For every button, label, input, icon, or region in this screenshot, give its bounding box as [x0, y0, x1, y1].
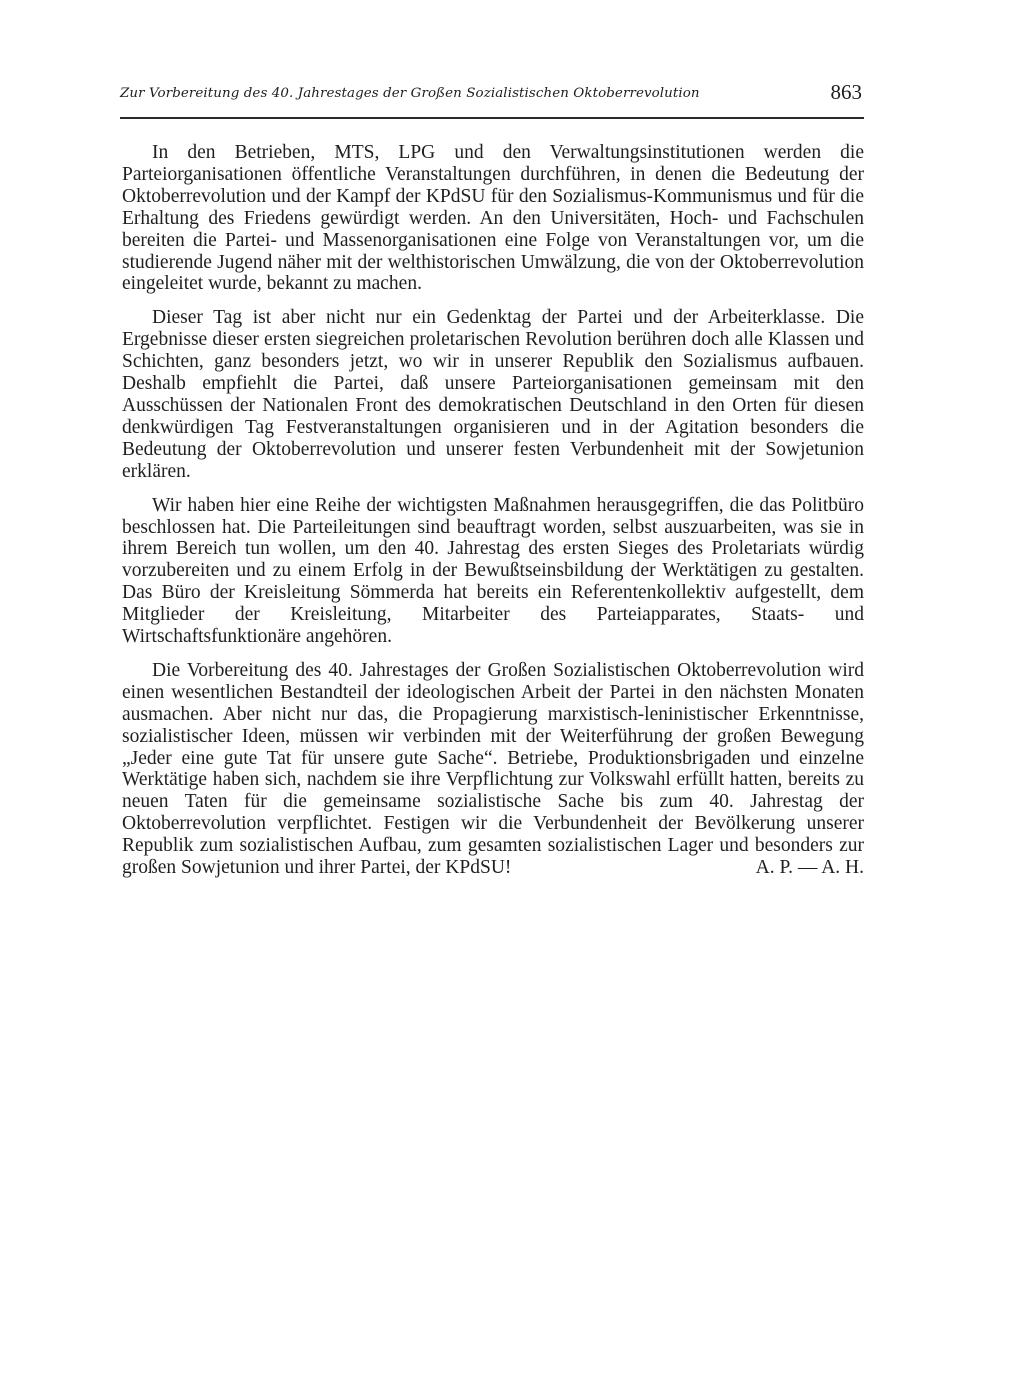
header-divider [120, 117, 864, 119]
author-signature: A. P. — A. H. [755, 857, 864, 879]
paragraph-1: In den Betrieben, MTS, LPG und den Verwaltungsinstitutionen werden die Parteiorganisationen öffentliche Veranstaltungen durchführen, in denen die Bedeutung der Oktoberrevolution und der Kampf der KPdSU für den Sozialismus-Kommunismus und für die Erhaltung des Friedens gewürdigt werden. An den Universitäten, Hoch- und Fachschulen bereiten die Partei- und Massenorganisationen eine Folge von Veranstaltungen vor, um die studierende Jugend näher mit der welthistorischen Umwälzung, die von der Oktoberrevolution eingeleitet wurde, bekannt zu machen. [122, 142, 864, 295]
paragraph-4 [122, 660, 864, 879]
paragraph-3: Wir haben hier eine Reihe der wichtigsten Maßnahmen herausgegriffen, die das Politbüro beschlossen hat. Die Parteileitungen sind beauftragt worden, selbst auszuarbeiten, was sie in ihrem Bereich tun wollen, um den 40. Jahrestag des ersten Sieges des Proletariats würdig vorzubereiten und zu einem Erfolg in der Bewußtseinsbildung der Werktätigen zu gestalten. Das Büro der Kreisleitung Sömmerda hat bereits ein Referentenkollektiv aufgestellt, dem Mitglieder der Kreisleitung, Mitarbeiter des Parteiapparates, Staats- und Wirtschaftsfunktionäre angehören. [122, 494, 864, 648]
page-number: 863 [830, 80, 862, 104]
paragraph-2: Dieser Tag ist aber nicht nur ein Gedenktag der Partei und der Arbeiterklasse. Die Ergebnisse dieser ersten siegreichen proletarischen Revolution berühren doch alle Klassen und Schichten, ganz besonders jetzt, wo wir in unserer Republik den Sozialismus aufbauen. Deshalb empfiehlt die Partei, daß unsere Parteiorganisationen gemeinsam mit den Ausschüssen der Nationalen Front des demokratischen Deutschland in den Orten für diesen denkwürdigen Tag Festveranstaltungen organisieren und in der Agitation besonders die Bedeutung der Oktoberrevolution und unserer festen Verbundenheit mit der Sowjetunion erklären. [122, 307, 864, 482]
article-body [122, 142, 864, 879]
running-head-title: Zur Vorbereitung des 40. Jahrestages der Großen Sozialistischen Oktoberrevolution [120, 86, 700, 101]
paragraph-4-text: Die Vorbereitung des 40. Jahrestages der Großen Sozialistischen Oktoberrevolution wird einen wesentlichen Bestandteil der ideologischen Arbeit der Partei in den nächsten Monaten ausmachen. Aber nicht nur das, die Propagierung marxistisch-leninistischer Erkenntnisse, sozialistischer Ideen, müssen wir verbinden mit der Weiterführung der großen Bewegung „Jeder eine gute Tat für unsere gute Sache“. Betriebe, Produktionsbrigaden und einzelne Werktätige haben sich, nachdem sie ihre Verpflichtung zur Volkswahl erfüllt hatten, bereits zu neuen Taten für die gemeinsame sozialistische Sache bis zum 40. Jahrestag der Oktoberrevolution verpflichtet. Festigen wir die Verbundenheit der Bevölkerung unserer Republik zum sozialistischen Aufbau, zum gesamten sozialistischen Lager und besonders zur großen Sowjetunion und ihrer Partei, der KPdSU! [122, 659, 864, 879]
